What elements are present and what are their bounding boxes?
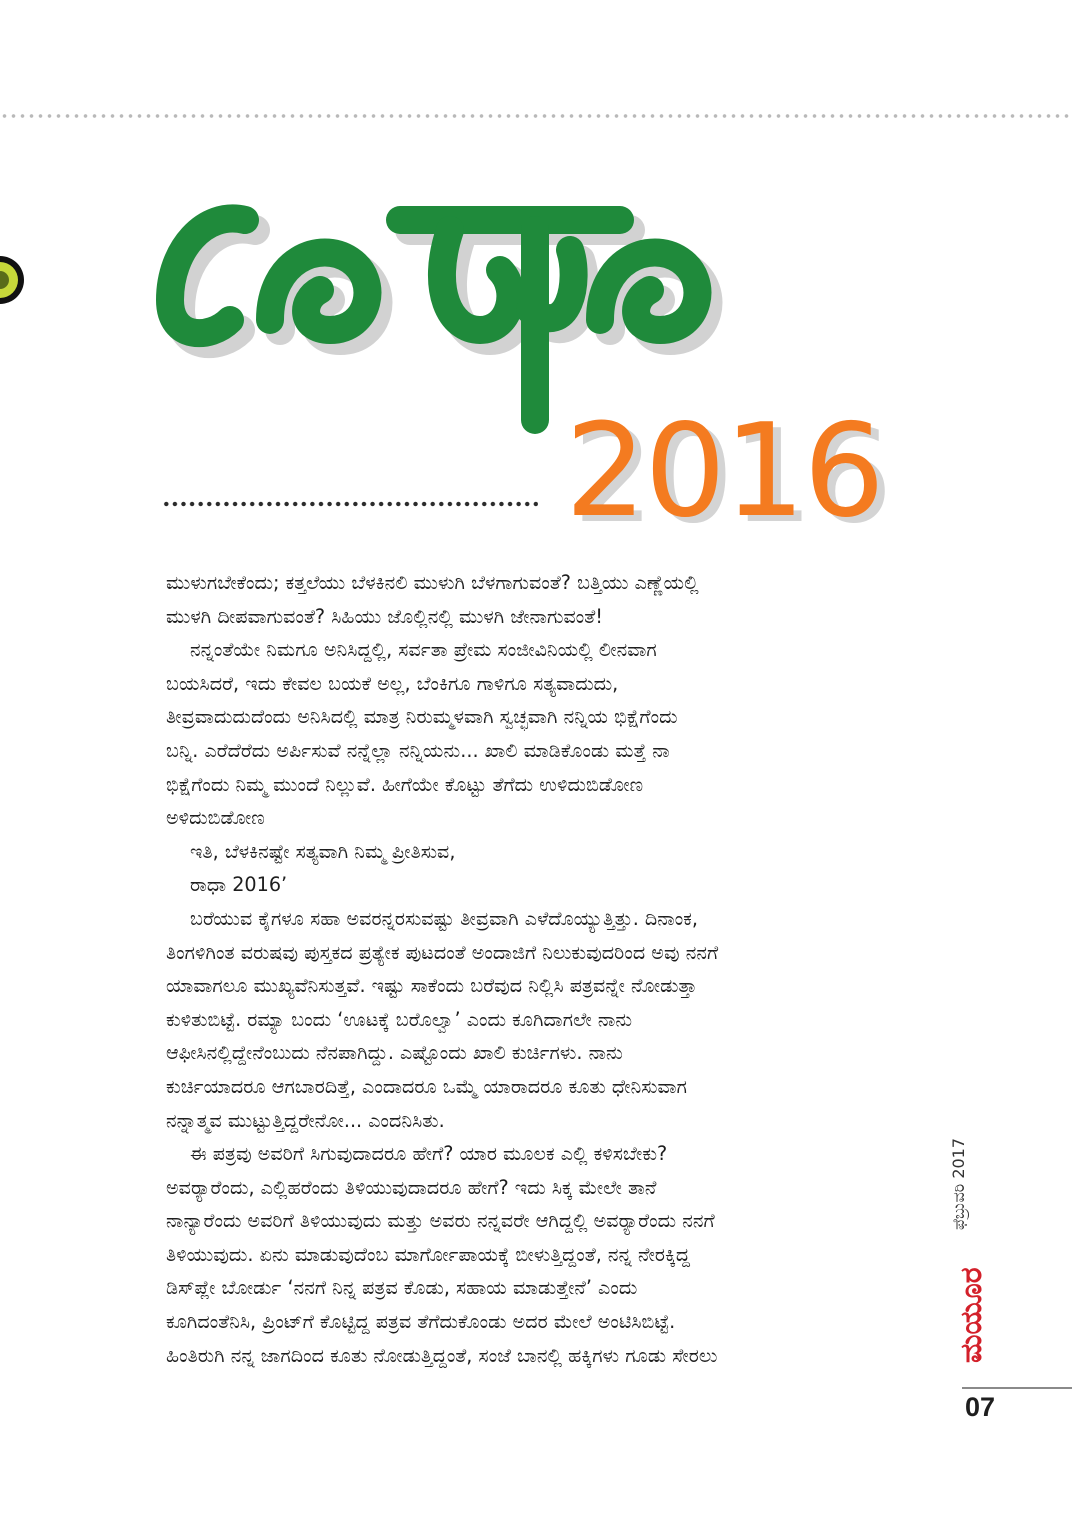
title-dotted-rule xyxy=(162,500,538,508)
footer-rule xyxy=(962,1387,1072,1389)
article-line: ಅಳಿದುಬಿಡೋಣ xyxy=(166,806,265,830)
article-line: ಭಿಕ್ಷೆಗೆಂದು ನಿಮ್ಮ ಮುಂದೆ ನಿಲ್ಲುವೆ. ಹೀಗೆಯೇ ಕೊಟ್ಟು ತೆಗೆದು ಉಳಿದುಬಿಡೋಣ xyxy=(166,772,644,796)
article-line: ಹಿಂತಿರುಗಿ ನನ್ನ ಜಾಗದಿಂದ ಕೂತು ನೋಡುತ್ತಿದ್ದಂತೆ, ಸಂಜೆ ಬಾನಲ್ಲಿ ಹಕ್ಕಿಗಳು ಗೂಡು ಸೇರಲು xyxy=(166,1343,718,1367)
article-line: ತಿಳಿಯುವುದು. ಏನು ಮಾಡುವುದೆಂಬ ಮಾರ್ಗೋಪಾಯಕ್ಕೆ ಬೀಳುತ್ತಿದ್ದಂತೆ, ನನ್ನ ನೇರಕ್ಕಿದ್ದ xyxy=(166,1242,691,1266)
article-line: ಬರೆಯುವ ಕೈಗಳೂ ಸಹಾ ಅವರನ್ನರಸುವಷ್ಟು ತೀವ್ರವಾಗಿ ಎಳೆದೊಯ್ಯುತ್ತಿತ್ತು. ದಿನಾಂಕ, xyxy=(190,906,698,930)
article-line: ಕುರ್ಚಿಯಾದರೂ ಆಗಬಾರದಿತ್ತೆ, ಎಂದಾದರೂ ಒಮ್ಮೆ ಯಾರಾದರೂ ಕೂತು ಧೇನಿಸುವಾಗ xyxy=(166,1074,687,1098)
article-line: ರಾಧಾ 2016’ xyxy=(190,873,288,897)
title-year: 2016 xyxy=(565,397,883,546)
article-line: ಇತಿ, ಬೆಳಕಿನಷ್ಟೇ ಸತ್ಯವಾಗಿ ನಿಮ್ಮ ಪ್ರೀತಿಸುವ, xyxy=(190,839,456,863)
article-line: ಕುಳಿತುಬಿಟ್ಟೆ. ರಮ್ಯಾ ಬಂದು ‘ಊಟಕ್ಕೆ ಬರೊಲ್ವಾ’ ಎಂದು ಕೂಗಿದಾಗಲೇ ನಾನು xyxy=(166,1007,633,1031)
article-line: ತೀವ್ರವಾದುದುದೆಂದು ಅನಿಸಿದಲ್ಲಿ ಮಾತ್ರ ನಿರುಮ್ಮಳವಾಗಿ ಸ್ವಚ್ಛವಾಗಿ ನನ್ನಿಯ ಭಿಕ್ಷೆಗೆಂದು xyxy=(166,705,678,729)
article-line: ನನ್ನಂತೆಯೇ ನಿಮಗೂ ಅನಿಸಿದ್ದಲ್ಲಿ, ಸರ್ವತಾ ಪ್ರೇಮ ಸಂಜೀವಿನಿಯಲ್ಲಿ ಲೀನವಾಗ xyxy=(190,638,657,662)
article-line: ನಾನ್ಯಾರೆಂದು ಅವರಿಗೆ ತಿಳಿಯುವುದು ಮತ್ತು ಅವರು ನನ್ನವರೇ ಆಗಿದ್ದಲ್ಲಿ ಅವರ್‍ಯಾರೆಂದು ನನಗೆ xyxy=(166,1209,715,1233)
article-line: ನನ್ನಾತ್ಮವ ಮುಟ್ಟುತ್ತಿದ್ದರೇನೋ... ಎಂದನಿಸಿತು. xyxy=(166,1108,445,1132)
article-line: ಯಾವಾಗಲೂ ಮುಖ್ಯವೆನಿಸುತ್ತವೆ. ಇಷ್ಟು ಸಾಕೆಂದು ಬರೆವುದ ನಿಲ್ಲಿಸಿ ಪತ್ರವನ್ನೇ ನೋಡುತ್ತಾ xyxy=(166,974,698,998)
article-body xyxy=(166,566,912,1372)
article-line: ತಿಂಗಳಿಗಿಂತ ವರುಷವು ಪುಸ್ತಕದ ಪ್ರತ್ಯೇಕ ಪುಟದಂತೆ ಅಂದಾಜಿಗೆ ನಿಲುಕುವುದರಿಂದ ಅವು ನನಗೆ xyxy=(166,940,719,964)
article-line: ಈ ಪತ್ರವು ಅವರಿಗೆ ಸಿಗುವುದಾದರೂ ಹೇಗೆ? ಯಾರ ಮೂಲಕ ಎಲ್ಲಿ ಕಳಿಸಬೇಕು? xyxy=(190,1142,668,1166)
article-line: ಅವರ್‍ಯಾರೆಂದು, ಎಲ್ಲಿಹರೆಂದು ತಿಳಿಯುವುದಾದರೂ ಹೇಗೆ? ಇದು ಸಿಕ್ಕ ಮೇಲೇ ತಾನೆ xyxy=(166,1175,657,1199)
magazine-logo: ಮಯೂರ xyxy=(954,1267,989,1363)
article-line: ಬಯಸಿದರೆ, ಇದು ಕೇವಲ ಬಯಕೆ ಅಲ್ಲ, ಬೆಂಕಿಗೂ ಗಾಳಿಗೂ ಸತ್ಯವಾದುದು, xyxy=(166,671,619,695)
article-line: ಕೂಗಿದಂತೆನಿಸಿ, ಪ್ರಿಂಟ್‌ಗೆ ಕೊಟ್ಟಿದ್ದ ಪತ್ರವ ತೆಗೆದುಕೊಂಡು ಅದರ ಮೇಲೆ ಅಂಟಿಸಿಬಿಟ್ಟೆ. xyxy=(166,1310,676,1334)
top-dotted-rule xyxy=(0,113,1072,119)
page-edge-badge xyxy=(0,240,26,320)
page-number: 07 xyxy=(965,1392,996,1422)
article-line: ಬನ್ನಿ. ಎರೆದೆರೆದು ಅರ್ಪಿಸುವೆ ನನ್ನೆಲ್ಲಾ ನನ್ನಿಯನು... ಖಾಲಿ ಮಾಡಿಕೊಂಡು ಮತ್ತೆ ನಾ xyxy=(166,738,670,762)
article-line: ಮುಳುಗಬೇಕೆಂದು; ಕತ್ತಲೆಯು ಬೆಳಕಿನಲಿ ಮುಳುಗಿ ಬೆಳಗಾಗುವಂತೆ? ಬತ್ತಿಯು ಎಣ್ಣೆಯಲ್ಲಿ xyxy=(166,571,699,594)
issue-date: ಫೆಬ್ರುವರಿ 2017 xyxy=(949,1137,968,1230)
article-line: ಆಫೀಸಿನಲ್ಲಿದ್ದೇನೆಂಬುದು ನೆನಪಾಗಿದ್ದು. ಎಷ್ಟೊಂದು ಖಾಲಿ ಕುರ್ಚಿಗಳು. ನಾನು xyxy=(166,1041,623,1065)
article-line: ಡಿಸ್‌ಪ್ಲೇ ಬೋರ್ಡು ‘ನನಗೆ ನಿನ್ನ ಪತ್ರವ ಕೊಡು, ಸಹಾಯ ಮಾಡುತ್ತೇನೆ’ ಎಂದು xyxy=(166,1276,638,1300)
article-line: ಮುಳಗಿ ದೀಪವಾಗುವಂತೆ? ಸಿಹಿಯು ಜೊಲ್ಲಿನಲ್ಲಿ ಮುಳಗಿ ಜೇನಾಗುವಂತೆ! xyxy=(166,604,603,628)
